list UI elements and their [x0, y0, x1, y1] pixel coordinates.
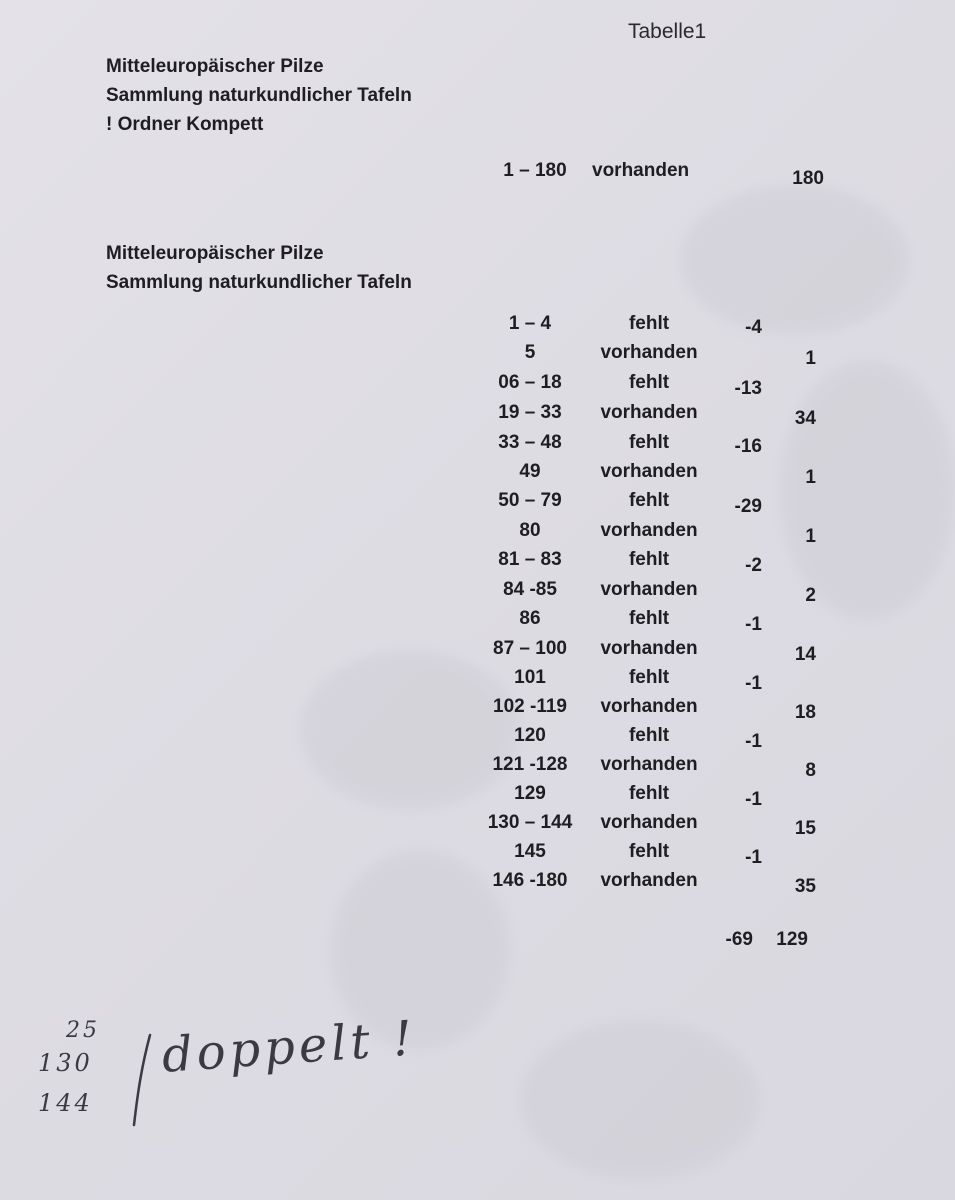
present-count-cell: 1 [805, 467, 816, 488]
range-cell: 102 -119 [493, 696, 567, 717]
range-cell: 5 [524, 342, 536, 363]
section1-header [106, 52, 412, 139]
range-cell: 06 – 18 [498, 372, 562, 393]
table-row [0, 432, 955, 462]
status-cell: fehlt [628, 372, 670, 393]
table-row [0, 696, 955, 726]
handwritten-bracket-icon [120, 1030, 160, 1130]
status-cell: vorhanden [600, 812, 698, 833]
range-cell: 145 [514, 841, 546, 862]
present-count-cell: 14 [794, 644, 816, 665]
status-cell: fehlt [628, 490, 670, 511]
missing-count-cell: -1 [745, 789, 762, 810]
status-cell: fehlt [628, 841, 670, 862]
sheet-title: Tabelle1 [628, 20, 707, 43]
status-cell: vorhanden [592, 160, 690, 181]
range-cell: 50 – 79 [498, 490, 562, 511]
range-cell: 129 [514, 783, 546, 804]
status-cell: vorhanden [600, 696, 698, 717]
range-cell: 101 [514, 667, 546, 688]
status-cell: vorhanden [600, 402, 698, 423]
range-cell: 120 [514, 725, 546, 746]
table-row [0, 372, 955, 402]
status-cell: fehlt [628, 667, 670, 688]
table-row [0, 667, 955, 697]
table-row [0, 520, 955, 550]
range-cell: 146 -180 [492, 870, 568, 891]
missing-count-cell: -2 [745, 555, 762, 576]
table-row [0, 870, 955, 900]
section2-line-1: Mitteleuropäischer Pilze [106, 243, 324, 264]
table-row [0, 490, 955, 520]
range-cell: 33 – 48 [498, 432, 562, 453]
missing-count-cell: -13 [734, 378, 762, 399]
range-cell: 1 – 180 [503, 160, 567, 181]
table-row [0, 725, 955, 755]
present-count-cell: 8 [805, 760, 816, 781]
status-cell: fehlt [628, 549, 670, 570]
table-row [0, 549, 955, 579]
status-cell: fehlt [628, 608, 670, 629]
section2-header [106, 239, 412, 297]
status-cell: fehlt [628, 783, 670, 804]
missing-count-cell: -1 [745, 614, 762, 635]
present-count-cell: 34 [794, 408, 816, 429]
range-cell: 87 – 100 [493, 638, 567, 659]
present-total: 129 [776, 929, 808, 950]
table-row [0, 402, 955, 432]
table-row [0, 783, 955, 813]
table-row [0, 579, 955, 609]
missing-total: -69 [725, 929, 753, 950]
missing-count-cell: -29 [734, 496, 762, 517]
table-row [0, 461, 955, 491]
range-cell: 80 [519, 520, 541, 541]
missing-count-cell: -1 [745, 847, 762, 868]
range-cell: 1 – 4 [508, 313, 552, 334]
present-count-cell: 1 [805, 526, 816, 547]
range-cell: 19 – 33 [498, 402, 562, 423]
status-cell: vorhanden [600, 754, 698, 775]
present-count-cell: 35 [794, 876, 816, 897]
status-cell: fehlt [628, 725, 670, 746]
range-cell: 86 [519, 608, 541, 629]
section1-line-1: Mitteleuropäischer Pilze [106, 56, 324, 77]
table-row [0, 812, 955, 842]
table-row [0, 754, 955, 784]
section1-line-3: ! Ordner Kompett [106, 114, 264, 135]
range-cell: 121 -128 [492, 754, 568, 775]
range-cell: 49 [519, 461, 541, 482]
background-shape [520, 1020, 760, 1180]
section2-line-2: Sammlung naturkundlicher Tafeln [106, 272, 412, 293]
present-count-cell: 1 [805, 348, 816, 369]
present-count-cell: 15 [794, 818, 816, 839]
status-cell: vorhanden [600, 461, 698, 482]
table-row [0, 841, 955, 871]
section1-row [0, 160, 955, 190]
missing-count-cell: -16 [734, 436, 762, 457]
count-cell: 180 [792, 168, 824, 189]
range-cell: 81 – 83 [498, 549, 562, 570]
status-cell: vorhanden [600, 579, 698, 600]
present-count-cell: 18 [794, 702, 816, 723]
present-count-cell: 2 [805, 585, 816, 606]
status-cell: vorhanden [600, 870, 698, 891]
status-cell: vorhanden [600, 638, 698, 659]
status-cell: fehlt [628, 313, 670, 334]
missing-count-cell: -1 [745, 673, 762, 694]
status-cell: fehlt [628, 432, 670, 453]
missing-count-cell: -4 [745, 317, 762, 338]
handwritten-number: 130 [38, 1049, 93, 1077]
table-row [0, 342, 955, 372]
range-cell: 130 – 144 [487, 812, 573, 833]
table-row [0, 313, 955, 343]
status-cell: vorhanden [600, 520, 698, 541]
handwritten-number: 144 [38, 1089, 93, 1117]
totals-row [0, 929, 955, 959]
range-cell: 84 -85 [503, 579, 557, 600]
handwritten-number: 25 [66, 1018, 100, 1043]
table-row [0, 608, 955, 638]
section1-line-2: Sammlung naturkundlicher Tafeln [106, 85, 412, 106]
status-cell: vorhanden [600, 342, 698, 363]
table-row [0, 638, 955, 668]
missing-count-cell: -1 [745, 731, 762, 752]
handwritten-note: doppelt ! [160, 1010, 418, 1084]
